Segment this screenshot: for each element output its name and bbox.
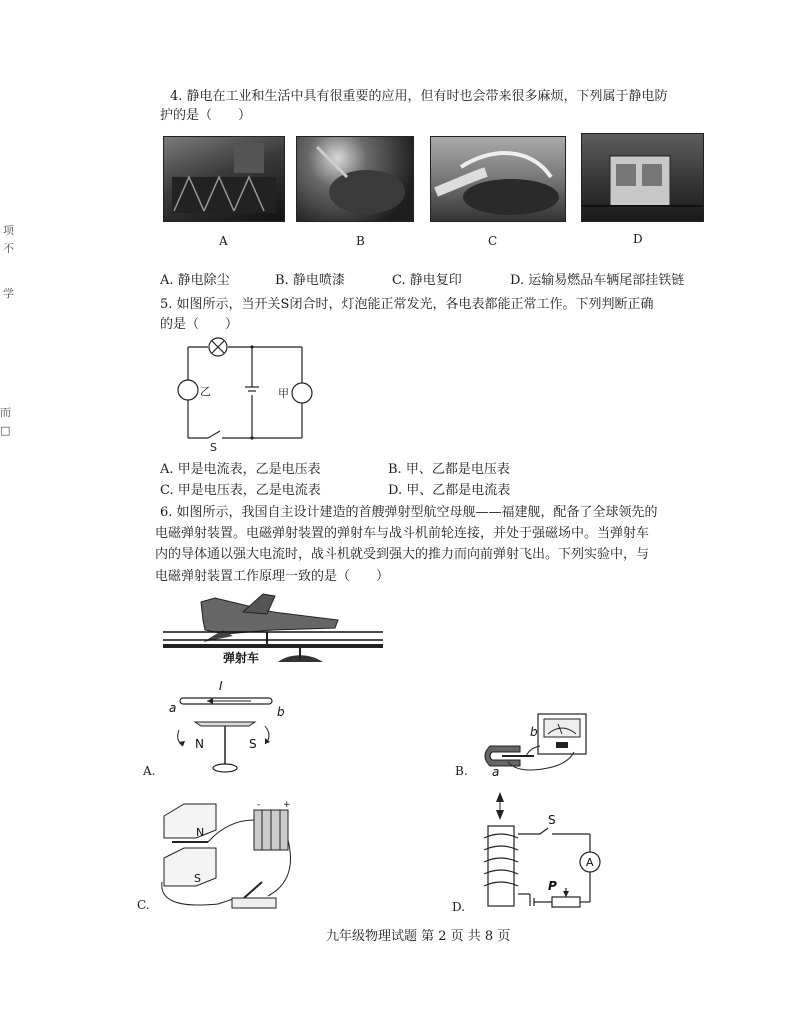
switch-label-s: S [210,441,217,453]
photo-electrostatic-spraying [296,136,414,222]
margin-text-2: 不 [3,242,14,255]
svg-text:+: + [283,800,291,810]
svg-text:-: - [257,800,261,810]
q6-option-c-figure [158,800,298,915]
q6-stem-line4: 电磁弹射装置工作原理一致的是（ ） [155,569,390,584]
pole-label-s: S [249,737,257,751]
meter-label-jia: 甲 [278,387,289,400]
pole-label-s: S [194,872,201,885]
q5-circuit-diagram [170,335,320,453]
catapult-carriage-label: 弹射车 [223,651,260,665]
switch-label-s: S [548,813,556,827]
margin-text-3: 学 [3,287,14,300]
q6-option-a-label: A. [143,764,156,778]
q4-stem-line2: 护的是（ ） [160,108,252,123]
end-label-a: a [169,701,177,715]
q4-option-b: B. 静电喷漆 [275,273,345,288]
q6-stem-line2: 电磁弹射装置。电磁弹射装置的弹射车与战斗机前轮连接，并处于强磁场中。当弹射车 [155,526,650,541]
q6-stem-line1: 6. 如图所示，我国自主设计建造的首艘弹射型航空母舰——福建舰，配备了全球领先的 [160,505,658,520]
q5-stem-line2: 的是（ ） [160,317,239,332]
q5-stem-line1: 5. 如图所示，当开关S闭合时，灯泡能正常发光，各电表都能正常工作。下列判断正确 [160,297,654,312]
q6-option-c-label: C. [137,898,150,912]
q6-fighter-catapult-figure [163,590,383,670]
margin-text-4: 而 [0,406,11,419]
q4-option-c: C. 静电复印 [392,273,462,288]
photo-label-b: B [356,234,365,248]
q4-stem-line1: 4. 静电在工业和生活中具有很重要的应用，但有时也会带来很多麻烦，下列属于静电防 [170,89,668,104]
q4-option-d: D. 运输易燃品车辆尾部挂铁链 [510,273,685,288]
meter-label-yi: 乙 [200,385,211,398]
photo-electrostatic-precipitator [163,136,285,222]
q6-stem-line3: 内的导体通以强大电流时，战斗机就受到强大的推力而向前弹射飞出。下列实验中，与 [155,547,650,562]
end-label-b: b [277,705,285,719]
q5-option-a: A. 甲是电流表，乙是电压表 [160,462,321,477]
q6-option-b-label: B. [455,764,468,778]
slider-label-p: P [548,879,557,893]
end-label-a: a [492,765,500,778]
page-footer: 九年级物理试题 第 2 页 共 8 页 [326,929,511,944]
pole-label-n: N [196,826,205,839]
ammeter-label: A [586,856,594,869]
q5-option-b: B. 甲、乙都是电压表 [388,462,510,477]
q6-option-d-label: D. [452,900,466,914]
current-label-i: I [219,680,223,693]
photo-label-a: A [219,234,228,248]
photo-label-d: D [633,232,643,246]
q4-option-a: A. 静电除尘 [160,273,230,288]
photo-electrostatic-copying [430,136,566,222]
q6-option-d-figure [480,790,610,915]
margin-text-5: □ [0,424,11,437]
pole-label-n: N [195,737,204,751]
margin-text-1: 项 [3,224,14,237]
q6-option-a-figure [165,680,285,775]
photo-truck-iron-chain [581,133,704,222]
q5-option-d: D. 甲、乙都是电流表 [388,483,511,498]
q5-option-c: C. 甲是电压表，乙是电流表 [160,483,321,498]
photo-label-c: C [488,234,498,248]
q6-option-b-figure [478,712,608,778]
end-label-b: b [530,725,538,739]
